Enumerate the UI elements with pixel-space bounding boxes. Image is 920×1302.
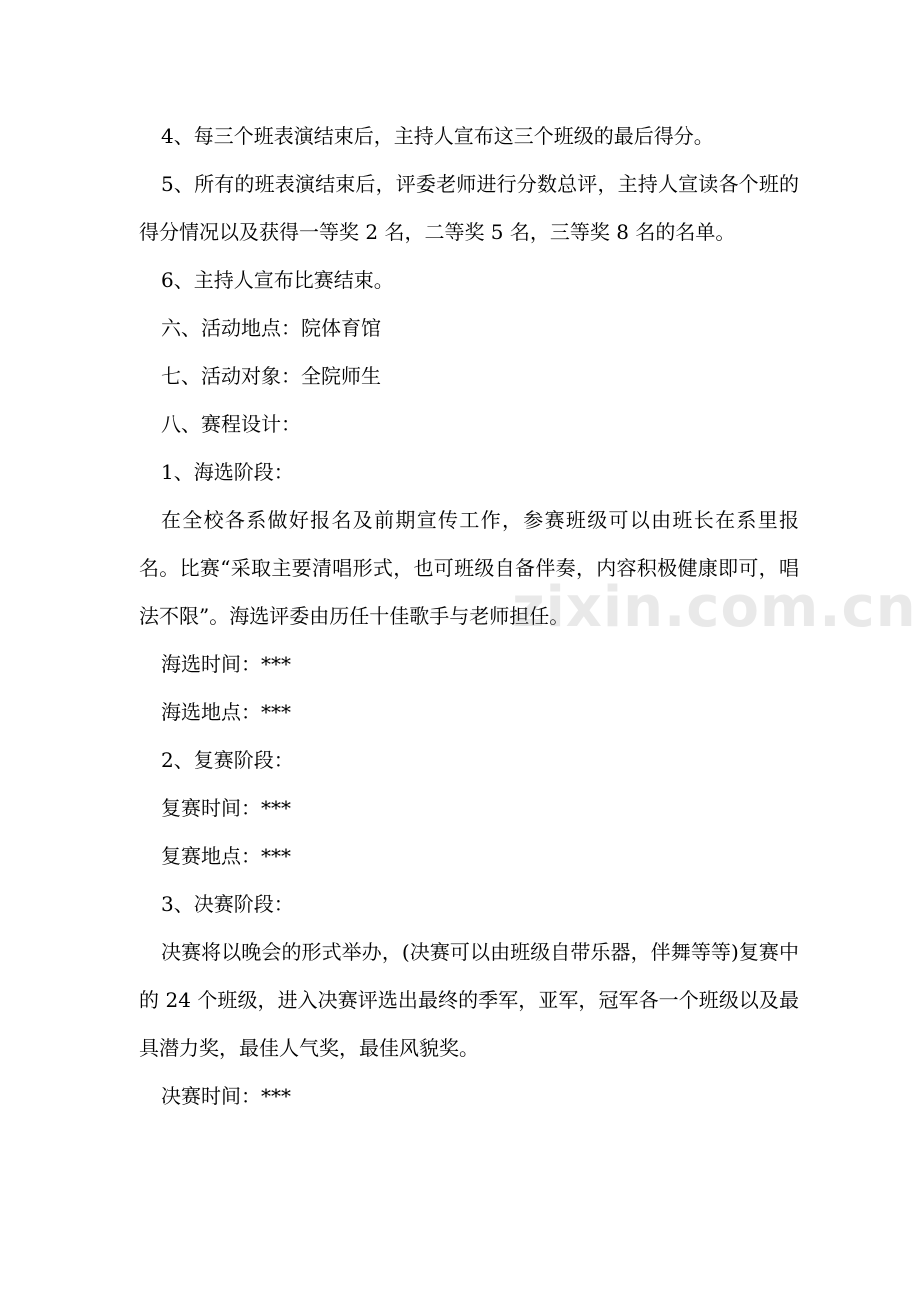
paragraph-award-each-three: 4、每三个班表演结束后，主持人宣布这三个班级的最后得分。 <box>161 124 714 148</box>
paragraph-rematch-time: 复赛时间：*** <box>161 796 291 820</box>
paragraph-final-details: 决赛将以晚会的形式举办，(决赛可以由班级自带乐器，伴舞等等)复赛中的 24 个班级，进入决赛评选出最终的季军，亚军，冠军各一个班级以及最具潜力奖，最佳人气奖，最佳风貌奖。 <box>139 940 799 1060</box>
subheading-rematch-stage: 2、复赛阶段： <box>161 748 294 772</box>
watermark: zixin.com.cn <box>512 575 917 640</box>
paragraph-final-time: 决赛时间：*** <box>161 1084 291 1108</box>
paragraph-audition-time: 海选时间：*** <box>161 652 291 676</box>
section-heading-schedule: 八、赛程设计： <box>161 412 301 436</box>
paragraph-final-scoring: 5、所有的班表演结束后，评委老师进行分数总评，主持人宣读各个班的得分情况以及获得一等奖 2 名，二等奖 5 名，三等奖 8 名的名单。 <box>139 172 799 244</box>
paragraph-audience: 七、活动对象：全院师生 <box>161 364 381 388</box>
paragraph-audition-details: 在全校各系做好报名及前期宣传工作，参赛班级可以由班长在系里报名。比赛“采取主要清唱形式，也可班级自备伴奏，内容积极健康即可，唱法不限”。海选评委由历任十佳歌手与老师担任。 <box>139 508 799 628</box>
paragraph-rematch-location: 复赛地点：*** <box>161 844 291 868</box>
document-body <box>139 112 799 1120</box>
subheading-audition-stage: 1、海选阶段： <box>161 460 294 484</box>
subheading-final-stage: 3、决赛阶段： <box>161 892 294 916</box>
paragraph-location: 六、活动地点：院体育馆 <box>161 316 381 340</box>
paragraph-competition-end: 6、主持人宣布比赛结束。 <box>161 268 394 292</box>
paragraph-audition-location: 海选地点：*** <box>161 700 291 724</box>
